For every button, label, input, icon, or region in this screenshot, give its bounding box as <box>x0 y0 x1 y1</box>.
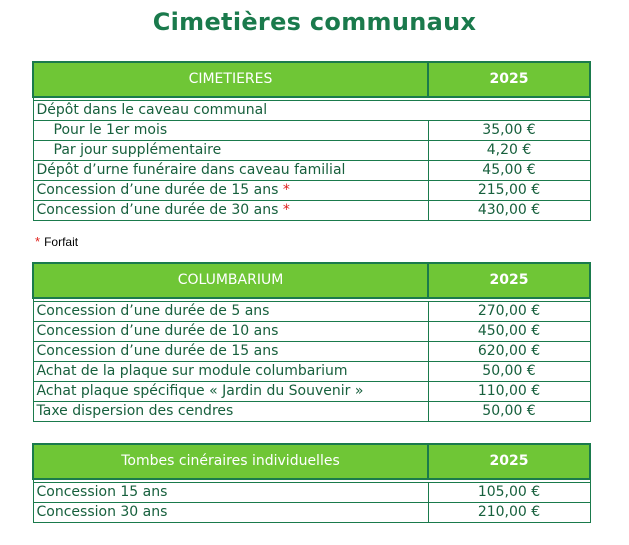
page-title: Cimetières communaux <box>152 8 477 36</box>
row-price: 450,00 € <box>428 322 590 342</box>
tombes-table <box>32 443 591 523</box>
tombes-year-header: 2025 <box>428 444 590 479</box>
table-row <box>33 362 590 382</box>
row-price: 35,00 € <box>428 121 590 141</box>
table-row <box>33 101 590 121</box>
footnote-text: Forfait <box>44 235 79 249</box>
columbarium-year-header: 2025 <box>428 263 590 298</box>
cimetieres-header-row <box>33 62 590 97</box>
row-label-cell <box>33 181 428 201</box>
row-label: Concession d’une durée de 5 ans <box>33 302 428 322</box>
row-price: 50,00 € <box>428 362 590 382</box>
table-row <box>33 483 590 503</box>
row-price: 215,00 € <box>428 181 590 201</box>
row-price: 110,00 € <box>428 382 590 402</box>
row-price: 50,00 € <box>428 402 590 422</box>
row-label: Concession 15 ans <box>33 483 428 503</box>
cimetieres-header: CIMETIERES <box>33 62 428 97</box>
section-label: Dépôt dans le caveau communal <box>33 101 590 121</box>
row-label: Concession d’une durée de 15 ans <box>36 182 279 198</box>
table-row <box>33 342 590 362</box>
row-label: Achat plaque spécifique « Jardin du Souvenir » <box>33 382 428 402</box>
cimetieres-year-header: 2025 <box>428 62 590 97</box>
row-price: 45,00 € <box>428 161 590 181</box>
row-label: Pour le 1er mois <box>33 121 428 141</box>
row-label: Concession 30 ans <box>33 503 428 523</box>
row-label: Concession d’une durée de 30 ans <box>36 202 279 218</box>
row-price: 270,00 € <box>428 302 590 322</box>
row-price: 430,00 € <box>428 201 590 221</box>
row-price: 4,20 € <box>428 141 590 161</box>
row-price: 210,00 € <box>428 503 590 523</box>
footnote <box>35 234 78 249</box>
row-label: Taxe dispersion des cendres <box>33 402 428 422</box>
table-row <box>33 201 590 221</box>
table-row <box>33 382 590 402</box>
row-price: 105,00 € <box>428 483 590 503</box>
tombes-header: Tombes cinéraires individuelles <box>33 444 428 479</box>
table-row <box>33 121 590 141</box>
asterisk-marker: * <box>282 182 290 198</box>
table-row <box>33 322 590 342</box>
row-label: Achat de la plaque sur module columbarium <box>33 362 428 382</box>
columbarium-header-row <box>33 263 590 298</box>
tombes-header-row <box>33 444 590 479</box>
table-row <box>33 161 590 181</box>
row-price: 620,00 € <box>428 342 590 362</box>
table-row <box>33 402 590 422</box>
row-label: Dépôt d’urne funéraire dans caveau familial <box>33 161 428 181</box>
columbarium-table <box>32 262 591 422</box>
cimetieres-table <box>32 61 591 221</box>
asterisk-marker: * <box>282 202 290 218</box>
footnote-asterisk: * <box>35 234 41 249</box>
table-row <box>33 141 590 161</box>
table-row <box>33 302 590 322</box>
row-label-cell <box>33 201 428 221</box>
table-row <box>33 503 590 523</box>
table-row <box>33 181 590 201</box>
row-label: Concession d’une durée de 15 ans <box>33 342 428 362</box>
columbarium-header: COLUMBARIUM <box>33 263 428 298</box>
row-label: Concession d’une durée de 10 ans <box>33 322 428 342</box>
row-label: Par jour supplémentaire <box>33 141 428 161</box>
